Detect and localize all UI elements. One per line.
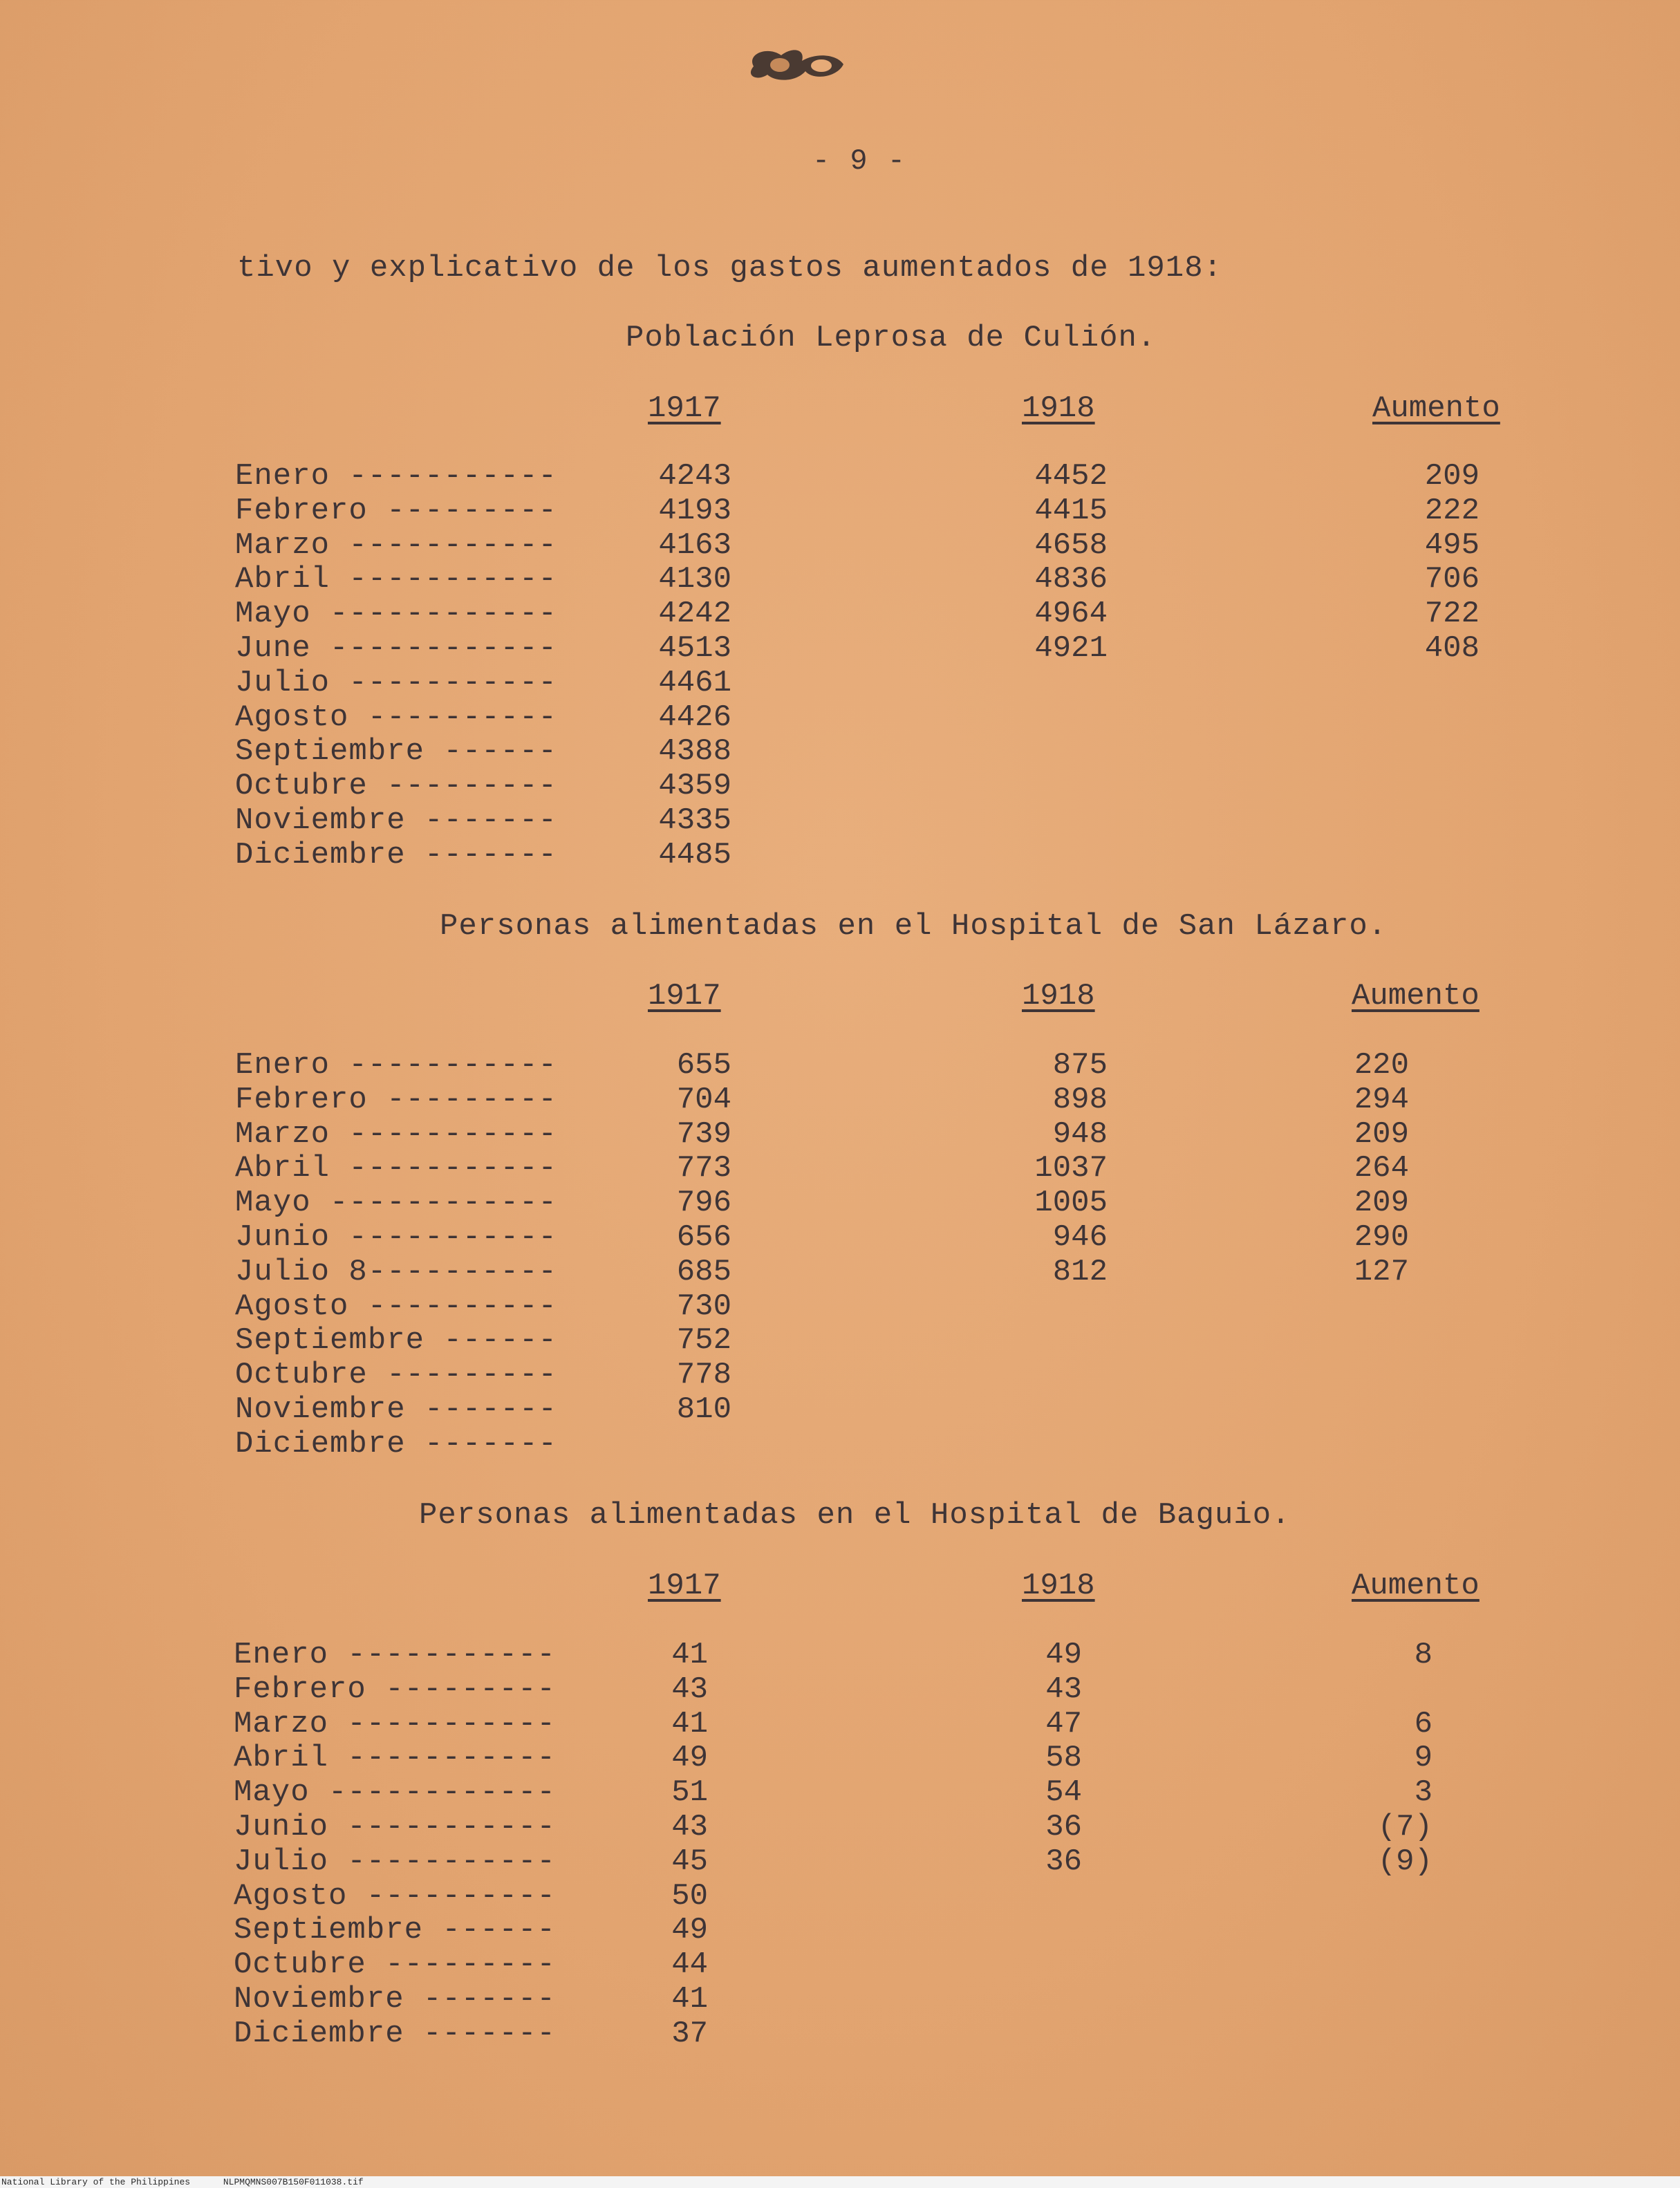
- value-aumento: 222: [1424, 494, 1480, 528]
- value-aumento: (9): [1377, 1844, 1432, 1879]
- value-1917: 51: [671, 1775, 708, 1810]
- value-1918: 875: [1052, 1048, 1108, 1083]
- value-1917: 4335: [658, 803, 731, 838]
- month-label: Octubre ---------: [234, 1947, 556, 1982]
- month-label: Marzo -----------: [234, 1707, 556, 1741]
- value-aumento: 127: [1354, 1255, 1409, 1289]
- month-label: Junio -----------: [234, 1810, 556, 1844]
- value-1917: 704: [676, 1083, 731, 1117]
- month-label: Abril -----------: [234, 1741, 556, 1775]
- value-1918: 4836: [1034, 562, 1108, 597]
- value-1918: 812: [1052, 1255, 1108, 1289]
- value-aumento: 3: [1414, 1775, 1432, 1810]
- value-aumento: 706: [1424, 562, 1480, 597]
- value-1918: 4921: [1034, 631, 1108, 666]
- month-label: Diciembre -------: [235, 838, 557, 872]
- section-title: Personas alimentadas en el Hospital de Baguio.: [419, 1498, 1291, 1533]
- header-1917: 1917: [648, 979, 721, 1013]
- value-aumento: 264: [1354, 1151, 1409, 1186]
- month-label: Febrero ---------: [235, 494, 557, 528]
- value-aumento: (7): [1377, 1810, 1432, 1844]
- scan-footer: [0, 2176, 1680, 2188]
- value-aumento: 294: [1354, 1083, 1409, 1117]
- value-1917: 4485: [658, 838, 731, 872]
- value-1917: 655: [676, 1048, 731, 1083]
- value-1918: 4415: [1034, 494, 1108, 528]
- section-title: Población Leprosa de Culión.: [626, 321, 1157, 355]
- value-1917: 796: [676, 1186, 731, 1220]
- month-label: Julio 8----------: [235, 1255, 557, 1289]
- value-1918: 1005: [1034, 1186, 1108, 1220]
- month-label: Octubre ---------: [235, 1358, 557, 1392]
- month-label: Marzo -----------: [235, 1117, 557, 1152]
- month-label: Julio -----------: [234, 1844, 556, 1879]
- value-1917: 778: [676, 1358, 731, 1392]
- month-label: Junio -----------: [235, 1220, 557, 1255]
- value-1917: 4388: [658, 734, 731, 769]
- header-aumento: Aumento: [1352, 1569, 1480, 1603]
- value-1917: 43: [671, 1810, 708, 1844]
- month-label: Agosto ----------: [234, 1879, 556, 1914]
- month-label: Marzo -----------: [235, 528, 557, 563]
- value-1917: 41: [671, 1638, 708, 1672]
- value-1917: 4243: [658, 459, 731, 494]
- value-1917: 4461: [658, 666, 731, 700]
- header-aumento: Aumento: [1352, 979, 1480, 1013]
- header-aumento: Aumento: [1372, 391, 1500, 426]
- footer-library: National Library of the Philippines: [1, 2177, 191, 2187]
- month-label: Abril -----------: [235, 562, 557, 597]
- value-aumento: 408: [1424, 631, 1480, 666]
- value-1918: 58: [1045, 1741, 1082, 1775]
- value-1917: 4163: [658, 528, 731, 563]
- header-1918: 1918: [1022, 1569, 1095, 1603]
- value-1917: 43: [671, 1672, 708, 1707]
- month-label: June ------------: [235, 631, 557, 666]
- value-1917: 656: [676, 1220, 731, 1255]
- month-label: Agosto ----------: [235, 700, 557, 735]
- value-1917: 50: [671, 1879, 708, 1914]
- value-1918: 946: [1052, 1220, 1108, 1255]
- month-label: Mayo ------------: [234, 1775, 556, 1810]
- value-aumento: 220: [1354, 1048, 1409, 1083]
- month-label: Mayo ------------: [235, 1186, 557, 1220]
- footer-file-id: NLPMQMNS007B150F011038.tif: [223, 2177, 364, 2187]
- value-1917: 49: [671, 1741, 708, 1775]
- value-1917: 37: [671, 2017, 708, 2051]
- value-aumento: 722: [1424, 597, 1480, 631]
- value-aumento: 6: [1414, 1707, 1432, 1741]
- value-1917: 4426: [658, 700, 731, 735]
- month-label: Enero -----------: [234, 1638, 556, 1672]
- intro-text: tivo y explicativo de los gastos aumentados de 1918:: [237, 251, 1223, 286]
- value-aumento: 9: [1414, 1741, 1432, 1775]
- value-aumento: 290: [1354, 1220, 1409, 1255]
- value-1917: 4193: [658, 494, 731, 528]
- month-label: Abril -----------: [235, 1151, 557, 1186]
- value-1917: 4242: [658, 597, 731, 631]
- value-1918: 4964: [1034, 597, 1108, 631]
- value-1917: 45: [671, 1844, 708, 1879]
- value-1918: 948: [1052, 1117, 1108, 1152]
- value-1917: 49: [671, 1913, 708, 1947]
- value-aumento: 209: [1354, 1117, 1409, 1152]
- month-label: Agosto ----------: [235, 1289, 557, 1324]
- value-1917: 810: [676, 1392, 731, 1427]
- value-1917: 739: [676, 1117, 731, 1152]
- value-aumento: 8: [1414, 1638, 1432, 1672]
- header-1917: 1917: [648, 391, 721, 426]
- value-1917: 752: [676, 1323, 731, 1358]
- month-label: Julio -----------: [235, 666, 557, 700]
- month-label: Enero -----------: [235, 459, 557, 494]
- value-1917: 773: [676, 1151, 731, 1186]
- value-aumento: 209: [1424, 459, 1480, 494]
- value-1918: 4452: [1034, 459, 1108, 494]
- value-1917: 4359: [658, 769, 731, 803]
- page-number: - 9 -: [812, 144, 907, 178]
- value-1918: 43: [1045, 1672, 1082, 1707]
- month-label: Febrero ---------: [234, 1672, 556, 1707]
- value-1918: 1037: [1034, 1151, 1108, 1186]
- value-aumento: 495: [1424, 528, 1480, 563]
- value-1918: 54: [1045, 1775, 1082, 1810]
- month-label: Febrero ---------: [235, 1083, 557, 1117]
- value-1918: 4658: [1034, 528, 1108, 563]
- value-1917: 4130: [658, 562, 731, 597]
- value-1917: 685: [676, 1255, 731, 1289]
- section-title: Personas alimentadas en el Hospital de San Lázaro.: [440, 909, 1388, 944]
- header-1918: 1918: [1022, 979, 1095, 1013]
- header-1917: 1917: [648, 1569, 721, 1603]
- month-label: Noviembre -------: [235, 1392, 557, 1427]
- month-label: Noviembre -------: [235, 803, 557, 838]
- value-1917: 4513: [658, 631, 731, 666]
- month-label: Diciembre -------: [235, 1427, 557, 1461]
- value-1918: 47: [1045, 1707, 1082, 1741]
- month-label: Septiembre ------: [235, 1323, 557, 1358]
- value-1918: 36: [1045, 1844, 1082, 1879]
- value-1918: 36: [1045, 1810, 1082, 1844]
- month-label: Diciembre -------: [234, 2017, 556, 2051]
- month-label: Enero -----------: [235, 1048, 557, 1083]
- value-1917: 44: [671, 1947, 708, 1982]
- value-1917: 730: [676, 1289, 731, 1324]
- month-label: Septiembre ------: [235, 734, 557, 769]
- value-1918: 49: [1045, 1638, 1082, 1672]
- month-label: Mayo ------------: [235, 597, 557, 631]
- value-1917: 41: [671, 1707, 708, 1741]
- month-label: Octubre ---------: [235, 769, 557, 803]
- value-aumento: 209: [1354, 1186, 1409, 1220]
- month-label: Septiembre ------: [234, 1913, 556, 1947]
- value-1917: 41: [671, 1982, 708, 2017]
- month-label: Noviembre -------: [234, 1982, 556, 2017]
- header-1918: 1918: [1022, 391, 1095, 426]
- value-1918: 898: [1052, 1083, 1108, 1117]
